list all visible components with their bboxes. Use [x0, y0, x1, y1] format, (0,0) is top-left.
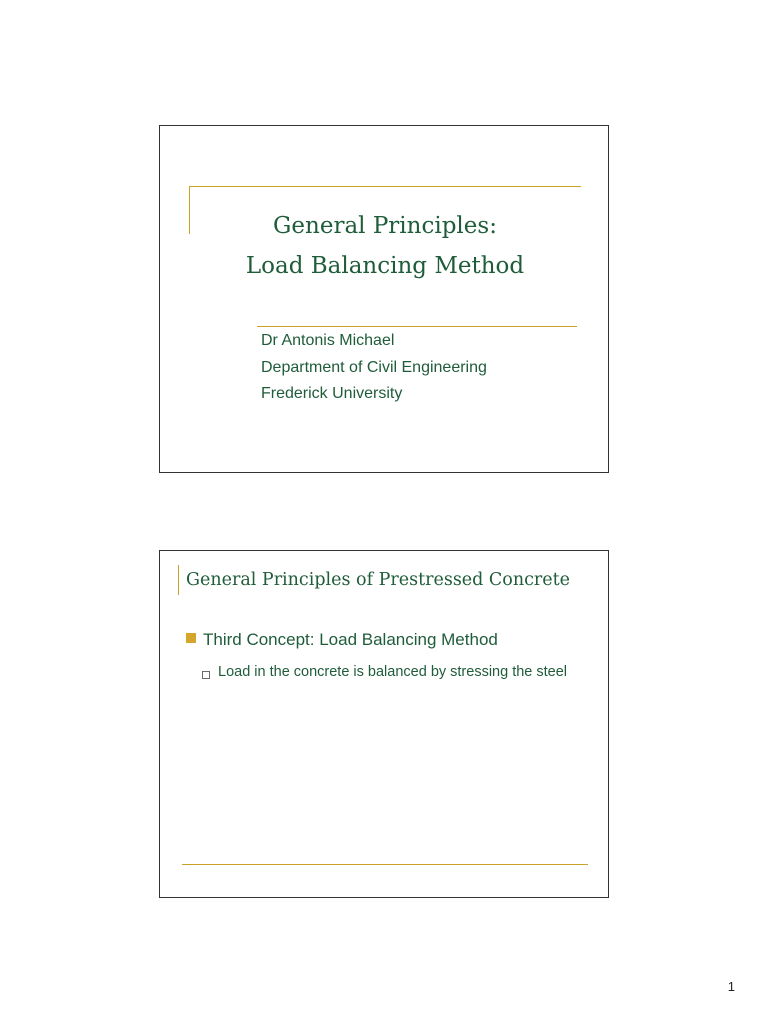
slide-subtitle	[261, 328, 487, 408]
decorative-top-rule	[189, 186, 581, 187]
slide-title-text	[160, 206, 610, 286]
slide-title-line-1: General Principles:	[273, 213, 497, 239]
slide-title	[159, 125, 609, 473]
bullet-text: Third Concept: Load Balancing Method	[203, 630, 498, 649]
square-bullet-icon	[186, 633, 196, 643]
university-name: Frederick University	[261, 385, 403, 402]
decorative-subtitle-rule	[257, 326, 577, 327]
author-name: Dr Antonis Michael	[261, 332, 395, 349]
decorative-bottom-rule	[182, 864, 588, 865]
hollow-square-bullet-icon	[202, 671, 210, 679]
slide-title-line-2: Load Balancing Method	[245, 253, 525, 279]
decorative-vertical-rule	[178, 565, 179, 595]
department-name: Department of Civil Engineering	[261, 358, 487, 376]
slide-heading: General Principles of Prestressed Concrete	[186, 570, 571, 590]
slide-content	[159, 550, 609, 898]
sub-bullet-text: Load in the concrete is balanced by stressing the steel	[218, 664, 568, 680]
page-number: 1	[727, 979, 735, 994]
